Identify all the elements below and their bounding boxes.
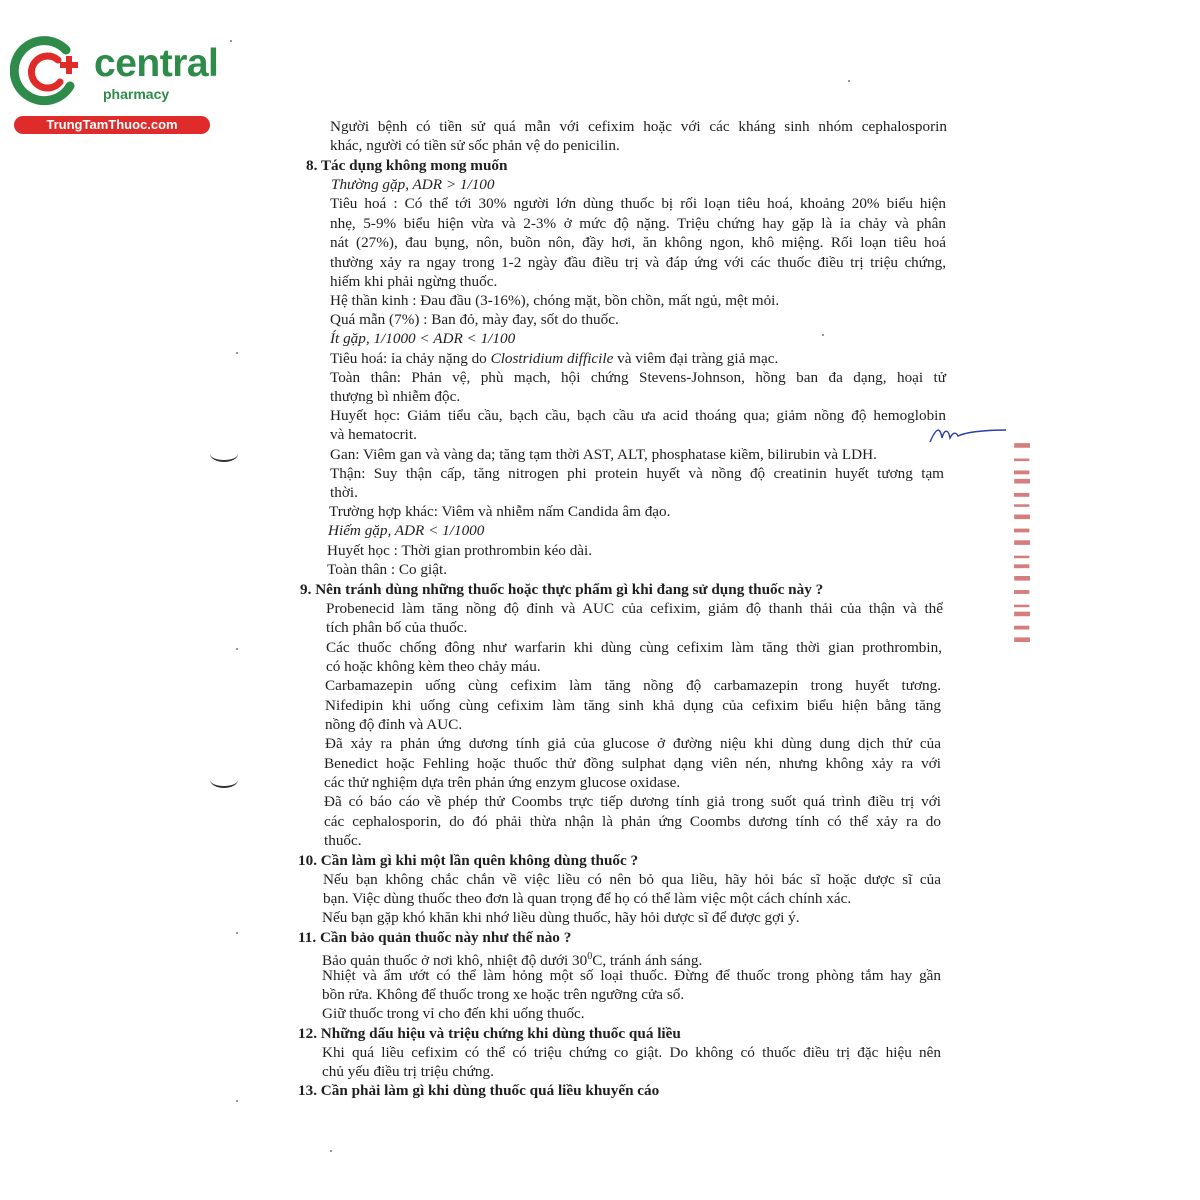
section-9-line: Benedict hoặc Fehling hoặc thuốc thử đồng sulphat dạng viên nén, nhưng không xảy ra với: [324, 755, 941, 772]
section-9-line: Carbamazepin uống cùng cefixim làm tăng nồng độ carbamazepin trong huyết tương.: [325, 677, 941, 694]
section-8-line: Toàn thân: Phản vệ, phù mạch, hội chứng Stevens-Johnson, hồng ban đa dạng, hoại tử: [330, 369, 946, 386]
section-8-line: thời.: [330, 484, 358, 501]
section-9-line: Probenecid làm tăng nồng độ đỉnh và AUC của cefixim, giảm độ thanh thải của thận và thể: [326, 600, 943, 617]
section-8-line: thượng bì nhiễm độc.: [330, 388, 461, 405]
section-11-line: Giữ thuốc trong vỉ cho đến khi uống thuốc.: [322, 1005, 585, 1022]
scan-speck: [230, 40, 232, 42]
section-12-line: Khi quá liều cefixim có thể có triệu chứng co giật. Do không có thuốc điều trị đặc hiệu nên: [322, 1044, 941, 1061]
section-9-line: Đã xảy ra phản ứng dương tính giả của glucose ở đường niệu khi dùng dung dịch thử của: [325, 735, 941, 752]
section-9-line: Nifedipin khi uống cùng cefixim làm tăng sinh khả dụng của cefixim biểu hiện bằng tăng: [325, 697, 941, 714]
section-8-line: Toàn thân : Co giật.: [327, 561, 447, 578]
section-11-heading: 11. Cần bảo quản thuốc này như thế nào ?: [298, 929, 572, 946]
section-9-line: thuốc.: [324, 832, 362, 849]
section-8-line: Huyết học : Thời gian prothrombin kéo dài.: [327, 542, 593, 559]
section-8-line: thường xảy ra ngay trong 1-2 ngày đầu điều trị và đáp ứng với các thuốc điều trị triệu chứng,: [330, 254, 946, 271]
section-8-line: và hematocrit.: [330, 426, 417, 443]
section-10-heading: 10. Cần làm gì khi một lần quên không dùng thuốc ?: [298, 852, 639, 869]
scan-speck: [236, 932, 238, 934]
section-8-line: Huyết học: Giảm tiểu cầu, bạch cầu, bạch cầu ưa acid thoáng qua; giảm nồng độ hemoglobin: [330, 407, 946, 424]
section-9-heading: 9. Nên tránh dùng những thuốc hoặc thực phẩm gì khi đang sử dụng thuốc này ?: [300, 581, 824, 598]
section-8-uncommon-label: Ít gặp, 1/1000 < ADR < 1/100: [330, 330, 516, 347]
scan-speck: [848, 80, 850, 82]
section-11-line: Nhiệt và ẩm ướt có thể làm hỏng một số loại thuốc. Đừng để thuốc trong phòng tắm hay gần: [322, 967, 941, 984]
signature-mark: [926, 418, 1008, 448]
scan-speck: [236, 352, 238, 354]
section-9-line: các thử nghiệm dựa trên phản ứng enzym glucose oxidase.: [324, 774, 681, 791]
intro-line-1: Người bệnh có tiền sử quá mẫn với cefixim hoặc với các kháng sinh nhóm cephalosporin: [330, 118, 947, 135]
logo-subtitle: pharmacy: [103, 86, 170, 102]
intro-line-2: khác, người có tiền sử sốc phản vệ do penicilin.: [330, 137, 620, 154]
section-8-line: Quá mẫn (7%) : Ban đỏ, mày đay, sốt do thuốc.: [330, 311, 619, 328]
section-8-line: hiếm khi phải ngừng thuốc.: [330, 273, 498, 290]
section-8-line: Tiêu hoá : Có thể tới 30% người lớn dùng thuốc bị rối loạn tiêu hoá, khoảng 20% biểu hiện: [330, 195, 946, 212]
section-8-rare-label: Hiếm gặp, ADR < 1/1000: [328, 522, 485, 539]
logo-brand-name: central: [94, 42, 219, 85]
section-10-line: Nếu bạn không chắc chắn về việc liều có nên bỏ qua liều, hãy hỏi bác sĩ hoặc dược sĩ của: [323, 871, 941, 888]
section-8-line: Hệ thần kinh : Đau đầu (3-16%), chóng mặt, bồn chồn, mất ngủ, mệt mỏi.: [330, 292, 780, 309]
section-10-line: bạn. Việc dùng thuốc theo đơn là quan trọng để họ có thể làm việc một cách chính xác.: [323, 890, 852, 907]
section-8-heading: 8. Tác dụng không mong muốn: [306, 157, 508, 174]
section-11-line: bồn rửa. Không để thuốc trong xe hoặc trên ngưỡng cửa sổ.: [322, 986, 685, 1003]
section-8-line: nhẹ, 5-9% biểu hiện vừa và 2-3% ở mức độ nặng. Triệu chứng hay gặp là ỉa chảy và phân: [330, 215, 946, 232]
scan-speck: [330, 1150, 332, 1152]
punch-hole-mark: [210, 772, 238, 788]
section-8-line: Thận: Suy thận cấp, tăng nitrogen phi protein huyết và nồng độ creatinin huyết tương tạm: [330, 465, 944, 482]
logo-website-badge: TrungTamThuoc.com: [14, 116, 210, 134]
scan-speck: [236, 648, 238, 650]
section-11-storage: Bảo quản thuốc ở nơi khô, nhiệt độ dưới $30^0C$, tránh ánh sáng.: [322, 951, 703, 970]
section-13-heading: 13. Cần phải làm gì khi dùng thuốc quá liều khuyến cáo: [298, 1082, 660, 1099]
section-8-line: Gan: Viêm gan và vàng da; tăng tạm thời AST, ALT, phosphatase kiềm, bilirubin và LDH.: [330, 446, 877, 463]
red-stamp-mark: ▌ ▍ ▌▎ ▍ ▌ ▍▎ ▌ ▍ ▌ ▎▍ ▌▍ ▎ ▌: [1014, 438, 1029, 642]
section-9-line: nồng độ đỉnh và AUC.: [325, 716, 463, 733]
section-9-line: Đã có báo cáo về phép thử Coombs trực tiếp dương tính giả trong suốt quá trình điều trị với: [324, 793, 941, 810]
section-9-line: có hoặc không kèm theo chảy máu.: [326, 658, 541, 675]
section-12-heading: 12. Những dấu hiệu và triệu chứng khi dùng thuốc quá liều: [298, 1025, 681, 1042]
section-8-line: Trường hợp khác: Viêm và nhiễm nấm Candida âm đạo.: [329, 503, 671, 520]
section-9-line: tích phân bố của thuốc.: [326, 619, 468, 636]
section-9-line: Các thuốc chống đông như warfarin khi dùng cùng cefixim làm tăng thời gian prothrombin,: [326, 639, 942, 656]
section-9-line: các cephalosporin, do đó phải thừa nhận là phản ứng Coombs dương tính có thể xảy ra do: [324, 813, 941, 830]
section-10-line: Nếu bạn gặp khó khăn khi nhớ liều dùng thuốc, hãy hỏi dược sĩ để được gợi ý.: [322, 909, 800, 926]
section-12-line: chủ yếu điều trị triệu chứng.: [322, 1063, 494, 1080]
section-8-uncommon-gi: Tiêu hoá: ỉa chảy nặng do Clostridium difficile và viêm đại tràng giả mạc.: [330, 350, 779, 367]
punch-hole-mark: [210, 446, 238, 462]
section-8-line: nát (27%), đau bụng, nôn, buồn nôn, đầy hơi, ăn không ngon, khô miệng. Rối loạn tiêu hoá: [330, 234, 946, 251]
section-8-common-label: Thường gặp, ADR > 1/100: [331, 176, 495, 193]
scan-speck: [236, 1100, 238, 1102]
scan-speck: [822, 334, 824, 336]
